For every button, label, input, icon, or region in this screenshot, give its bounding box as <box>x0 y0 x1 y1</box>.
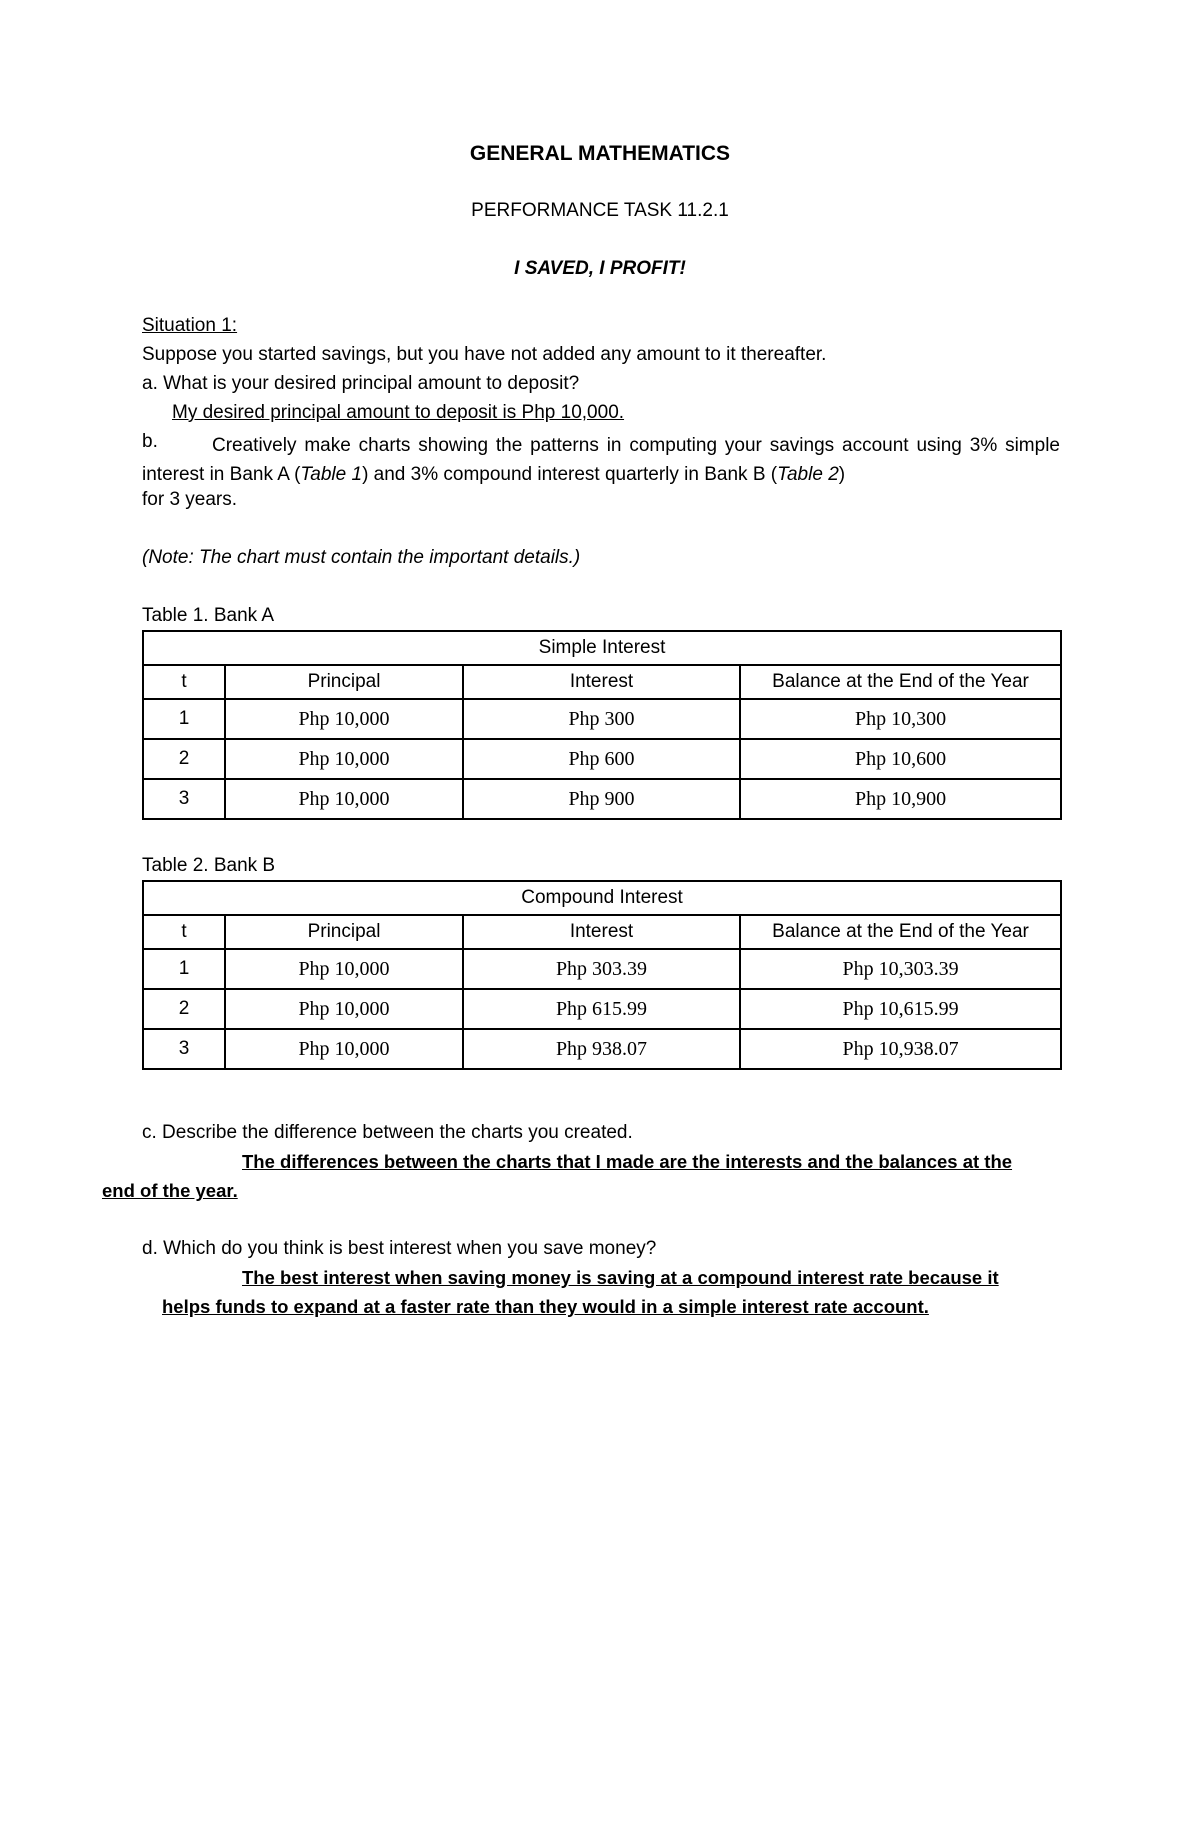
column-header-balance: Balance at the End of the Year <box>740 665 1061 699</box>
question-a: a. What is your desired principal amount to deposit? <box>142 373 580 394</box>
cell-t: 3 <box>143 1029 225 1069</box>
cell-interest: Php 300 <box>463 699 740 739</box>
question-b-end: for 3 years. <box>142 489 238 510</box>
cell-balance: Php 10,615.99 <box>740 989 1061 1029</box>
column-header-principal: Principal <box>225 915 463 949</box>
table2-caption: Table 2. Bank B <box>142 855 276 876</box>
table-row <box>143 739 1061 779</box>
cell-interest: Php 938.07 <box>463 1029 740 1069</box>
column-header-t: t <box>143 915 225 949</box>
answer-c-line1: The differences between the charts that I made are the interests and the balances at the <box>242 1151 1013 1172</box>
answer-d-line1: The best interest when saving money is saving at a compound interest rate because it <box>242 1267 999 1288</box>
table-bank-a <box>142 630 1062 820</box>
answer-c-line2: end of the year. <box>102 1180 238 1201</box>
column-header-t: t <box>143 665 225 699</box>
cell-t: 2 <box>143 739 225 779</box>
cell-t: 2 <box>143 989 225 1029</box>
cell-t: 3 <box>143 779 225 819</box>
column-header-principal: Principal <box>225 665 463 699</box>
table-row <box>143 1029 1061 1069</box>
cell-t: 1 <box>143 949 225 989</box>
cell-interest: Php 303.39 <box>463 949 740 989</box>
answer-d-line2: helps funds to expand at a faster rate than they would in a simple interest rate account. <box>162 1296 929 1317</box>
table-row <box>143 699 1061 739</box>
situation-intro: Suppose you started savings, but you have not added any amount to it thereafter. <box>142 344 827 365</box>
cell-principal: Php 10,000 <box>225 1029 463 1069</box>
table-row <box>143 779 1061 819</box>
question-d: d. Which do you think is best interest when you save money? <box>142 1238 657 1259</box>
task-title: I SAVED, I PROFIT! <box>514 258 686 279</box>
situation-label: Situation 1: <box>142 315 238 336</box>
cell-interest: Php 600 <box>463 739 740 779</box>
cell-interest: Php 615.99 <box>463 989 740 1029</box>
cell-balance: Php 10,300 <box>740 699 1061 739</box>
question-b-text: Creatively make charts showing the patterns in computing your savings account using 3% simple interest in Bank A (Table 1) and 3% compound interest quarterly in Bank B (Table 2) <box>142 435 1060 485</box>
cell-t: 1 <box>143 699 225 739</box>
task-number: PERFORMANCE TASK 11.2.1 <box>471 200 729 221</box>
table2-title: Compound Interest <box>143 881 1061 915</box>
cell-balance: Php 10,303.39 <box>740 949 1061 989</box>
cell-balance: Php 10,900 <box>740 779 1061 819</box>
question-b-marker: b. <box>142 431 158 452</box>
cell-balance: Php 10,600 <box>740 739 1061 779</box>
cell-principal: Php 10,000 <box>225 779 463 819</box>
cell-balance: Php 10,938.07 <box>740 1029 1061 1069</box>
table-row <box>143 949 1061 989</box>
note: (Note: The chart must contain the important details.) <box>142 547 581 568</box>
table-bank-b <box>142 880 1062 1070</box>
question-c: c. Describe the difference between the charts you created. <box>142 1122 633 1143</box>
cell-principal: Php 10,000 <box>225 949 463 989</box>
column-header-balance: Balance at the End of the Year <box>740 915 1061 949</box>
subject-title: GENERAL MATHEMATICS <box>469 142 731 165</box>
cell-principal: Php 10,000 <box>225 739 463 779</box>
table-row <box>143 989 1061 1029</box>
answer-a: My desired principal amount to deposit is Php 10,000. <box>172 402 625 423</box>
cell-principal: Php 10,000 <box>225 989 463 1029</box>
cell-principal: Php 10,000 <box>225 699 463 739</box>
column-header-interest: Interest <box>463 915 740 949</box>
table1-title: Simple Interest <box>143 631 1061 665</box>
table1-caption: Table 1. Bank A <box>142 605 275 626</box>
column-header-interest: Interest <box>463 665 740 699</box>
cell-interest: Php 900 <box>463 779 740 819</box>
